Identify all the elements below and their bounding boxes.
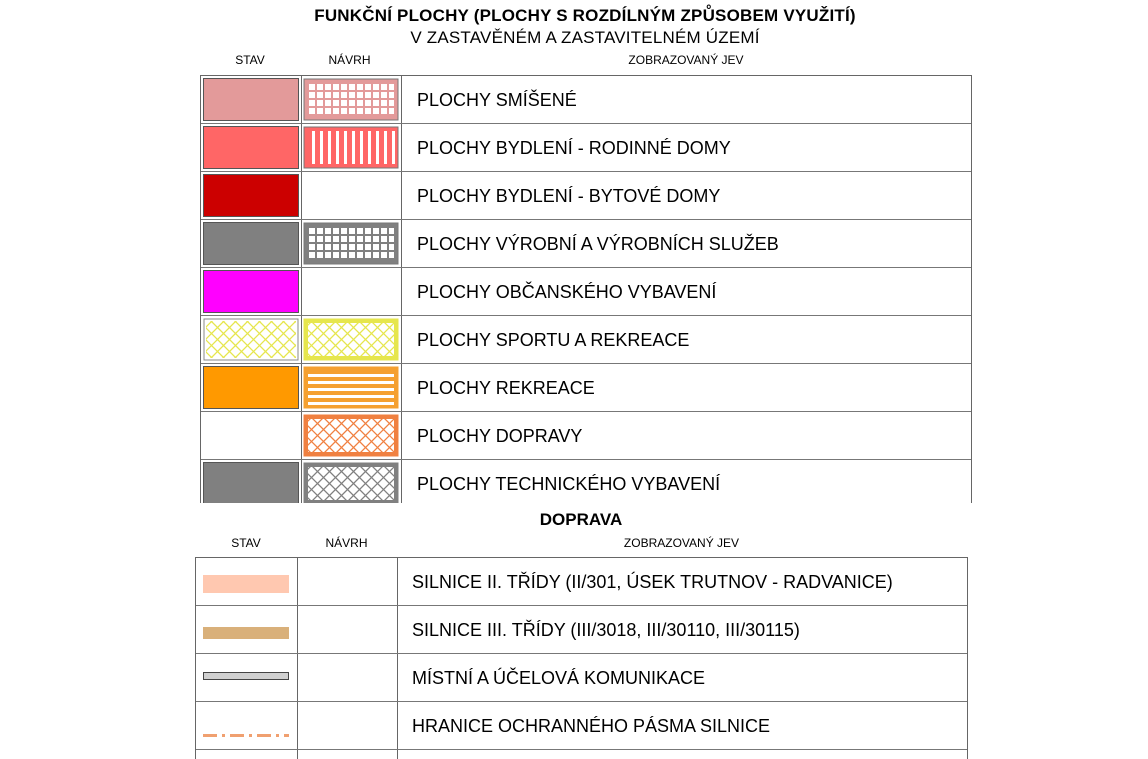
row-label: PLOCHY SMÍŠENÉ: [417, 90, 577, 110]
row-label: PLOCHY BYDLENÍ - RODINNÉ DOMY: [417, 138, 731, 158]
row-label: PLOCHY SPORTU A REKREACE: [417, 330, 690, 350]
stav-swatch: [203, 174, 299, 217]
transport-table: [195, 557, 968, 759]
navrh-swatch: [303, 126, 399, 174]
table-row: [201, 220, 971, 268]
row-label: PLOCHY TECHNICKÉHO VYBAVENÍ: [417, 474, 721, 494]
road-symbol: [203, 672, 289, 680]
row-label: SILNICE II. TŘÍDY (II/301, ÚSEK TRUTNOV - RADVANICE): [412, 572, 893, 592]
row-label: SILNICE III. TŘÍDY (III/3018, III/30110, III/30115): [412, 620, 800, 640]
table-row: [196, 654, 967, 702]
column-header-stav: STAV: [235, 53, 265, 67]
doprava-title: DOPRAVA: [539, 510, 623, 529]
column-header-jev: ZOBRAZOVANÝ JEV: [628, 53, 744, 67]
stav-swatch: [203, 126, 299, 169]
column-header-navrh: NÁVRH: [328, 53, 371, 67]
table-row: [196, 702, 967, 750]
stav-swatch: [203, 318, 299, 361]
table-row: [201, 364, 971, 412]
stav-swatch: [203, 270, 299, 313]
navrh-swatch: [303, 366, 399, 414]
row-label: PLOCHY REKREACE: [417, 378, 595, 398]
table-row: [201, 460, 971, 503]
road-symbol: [203, 627, 289, 639]
row-label: PLOCHY DOPRAVY: [417, 426, 583, 446]
table-row: [196, 558, 967, 606]
stav-swatch: [203, 222, 299, 265]
table-row: [201, 412, 971, 460]
navrh-swatch: [303, 222, 399, 270]
legend-subtitle: V ZASTAVĚNÉM A ZASTAVITELNÉM ÚZEMÍ: [410, 28, 760, 47]
doprava-column-header-stav: STAV: [231, 536, 261, 550]
row-label: MÍSTNÍ A ÚČELOVÁ KOMUNIKACE: [412, 668, 706, 688]
stav-swatch: [203, 366, 299, 409]
road-symbol: [203, 724, 289, 727]
doprava-column-header-navrh: NÁVRH: [325, 536, 368, 550]
navrh-swatch: [303, 318, 399, 366]
table-row: [201, 76, 971, 124]
legend-title: FUNKČNÍ PLOCHY (PLOCHY S ROZDÍLNÝM ZPŮSOBEM VYUŽITÍ): [314, 6, 856, 25]
stav-swatch: [203, 462, 299, 503]
row-label: PLOCHY VÝROBNÍ A VÝROBNÍCH SLUŽEB: [417, 234, 779, 254]
table-row: [201, 316, 971, 364]
table-row: [201, 268, 971, 316]
navrh-swatch: [303, 414, 399, 462]
doprava-column-header-jev: ZOBRAZOVANÝ JEV: [623, 536, 740, 550]
stav-swatch: [203, 78, 299, 121]
road-symbol: [203, 575, 289, 593]
row-label: PLOCHY OBČANSKÉHO VYBAVENÍ: [417, 282, 717, 302]
row-label: HRANICE OCHRANNÉHO PÁSMA SILNICE: [412, 716, 771, 736]
navrh-swatch: [303, 78, 399, 126]
functional-areas-table: [200, 75, 972, 503]
table-row: [196, 606, 967, 654]
table-row: [201, 172, 971, 220]
navrh-swatch: [303, 462, 399, 503]
row-label: PLOCHY BYDLENÍ - BYTOVÉ DOMY: [417, 186, 721, 206]
table-row: [201, 124, 971, 172]
